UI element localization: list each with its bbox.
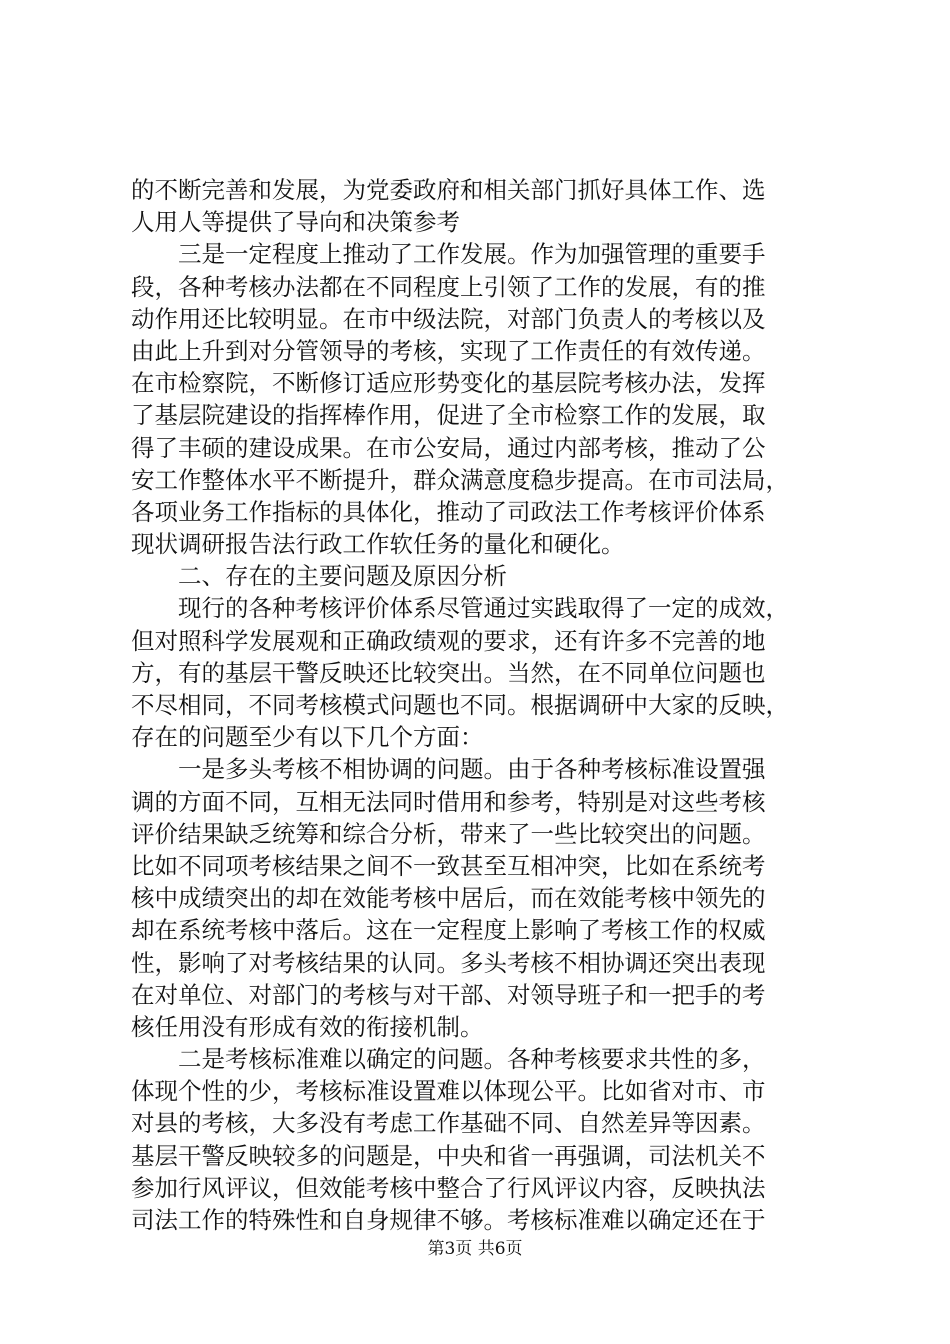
text-line: 不尽相同，不同考核模式问题也不同。根据调研中大家的反映， bbox=[131, 691, 789, 719]
text-line: 段，各种考核办法都在不同程度上引领了工作的发展，有的推 bbox=[131, 272, 766, 301]
text-line: 评价结果缺乏统筹和综合分析，带来了一些比较突出的问题。 bbox=[131, 819, 766, 848]
text-line: 安工作整体水平不断提升，群众满意度稳步提高。在市司法局， bbox=[131, 465, 789, 494]
text-line: 二是考核标准难以确定的问题。各种考核要求共性的多， bbox=[178, 1045, 766, 1074]
text-line: 对县的考核，大多没有考虑工作基础不同、自然差异等因素。 bbox=[131, 1109, 766, 1138]
text-line: 司法工作的特殊性和自身规律不够。考核标准难以确定还在于 bbox=[131, 1206, 766, 1234]
text-line: 二、存在的主要问题及原因分析 bbox=[178, 562, 507, 591]
text-line: 得了丰硕的建设成果。在市公安局，通过内部考核，推动了公 bbox=[131, 433, 766, 462]
text-line: 由此上升到对分管领导的考核，实现了工作责任的有效传递。 bbox=[131, 336, 766, 365]
text-line: 比如不同项考核结果之间不一致甚至互相冲突，比如在系统考 bbox=[131, 851, 766, 880]
text-line: 性，影响了对考核结果的认同。多头考核不相协调还突出表现 bbox=[131, 948, 766, 977]
text-line: 现行的各种考核评价体系尽管通过实践取得了一定的成效， bbox=[178, 594, 789, 623]
text-line: 但对照科学发展观和正确政绩观的要求，还有许多不完善的地 bbox=[131, 626, 766, 655]
text-line: 方，有的基层干警反映还比较突出。当然，在不同单位问题也 bbox=[131, 658, 766, 687]
text-line: 一是多头考核不相协调的问题。由于各种考核标准设置强 bbox=[178, 755, 766, 784]
text-line: 各项业务工作指标的具体化，推动了司政法工作考核评价体系 bbox=[131, 497, 766, 526]
text-line: 核任用没有形成有效的衔接机制。 bbox=[131, 1012, 484, 1041]
text-line: 在市检察院，不断修订适应形势变化的基层院考核办法，发挥 bbox=[131, 369, 766, 398]
text-line: 的不断完善和发展，为党委政府和相关部门抓好具体工作、选 bbox=[131, 176, 766, 204]
document-body bbox=[131, 174, 831, 1236]
text-line: 存在的问题至少有以下几个方面： bbox=[131, 723, 484, 752]
text-line: 了基层院建设的指挥棒作用，促进了全市检察工作的发展，取 bbox=[131, 401, 766, 430]
text-line: 却在系统考核中落后。这在一定程度上影响了考核工作的权威 bbox=[131, 916, 766, 945]
text-line: 动作用还比较明显。在市中级法院，对部门负责人的考核以及 bbox=[131, 304, 766, 333]
text-line: 调的方面不同，互相无法同时借用和参考，特别是对这些考核 bbox=[131, 787, 766, 816]
text-line: 现状调研报告法行政工作软任务的量化和硬化。 bbox=[131, 530, 625, 559]
text-line: 基层干警反映较多的问题是，中央和省一再强调，司法机关不 bbox=[131, 1141, 766, 1170]
text-line: 人用人等提供了导向和决策参考 bbox=[131, 208, 460, 237]
text-line: 体现个性的少，考核标准设置难以体现公平。比如省对市、市 bbox=[131, 1077, 766, 1106]
text-line: 三是一定程度上推动了工作发展。作为加强管理的重要手 bbox=[178, 240, 766, 269]
text-line: 参加行风评议，但效能考核中整合了行风评议内容，反映执法 bbox=[131, 1173, 766, 1202]
text-line: 在对单位、对部门的考核与对干部、对领导班子和一把手的考 bbox=[131, 980, 766, 1009]
text-line: 核中成绩突出的却在效能考核中居后，而在效能考核中领先的 bbox=[131, 884, 766, 913]
page-number-footer: 第3页 共6页 bbox=[427, 1239, 523, 1259]
